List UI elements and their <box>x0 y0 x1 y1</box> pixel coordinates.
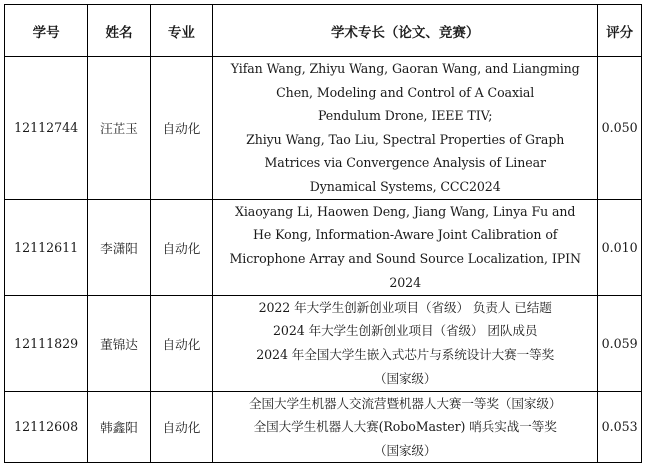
score-cell: 0.050 <box>598 57 642 200</box>
expertise-line: 2024 <box>389 274 422 290</box>
table-row <box>5 199 642 295</box>
expertise-line: Yifan Wang, Zhiyu Wang, Gaoran Wang, and Liangming <box>230 61 580 76</box>
header-student-id: 学号 <box>5 5 88 57</box>
table-row <box>5 391 642 463</box>
header-expertise: 学术专长（论文、竞赛） <box>213 5 598 57</box>
expertise-line: Dynamical Systems, CCC2024 <box>309 178 501 194</box>
expertise-line: Chen, Modeling and Control of A Coaxial <box>276 84 535 100</box>
expertise-cell <box>213 57 598 200</box>
student-name-cell: 汪芷玉 <box>88 57 150 200</box>
expertise-line: （国家级） <box>373 442 437 458</box>
score-cell: 0.059 <box>598 295 642 391</box>
expertise-line: 2024 年全国大学生嵌入式芯片与系统设计大赛一等奖 <box>256 347 555 363</box>
table-row <box>5 295 642 391</box>
major-cell: 自动化 <box>150 295 212 391</box>
student-id-cell: 12112608 <box>5 391 88 463</box>
student-expertise-table <box>4 4 642 463</box>
major-cell: 自动化 <box>150 199 212 295</box>
expertise-cell <box>213 391 598 463</box>
expertise-line: He Kong, Information-Aware Joint Calibration of <box>253 227 558 243</box>
expertise-line: （国家级） <box>373 370 437 386</box>
expertise-line: Matrices via Convergence Analysis of Linear <box>264 155 546 171</box>
major-cell: 自动化 <box>150 391 212 463</box>
score-table-wrapper <box>4 4 642 463</box>
expertise-line: 2022 年大学生创新创业项目（省级） 负责人 已结题 <box>258 299 552 315</box>
expertise-line: Pendulum Drone, IEEE TIV; <box>317 108 493 124</box>
student-name-cell: 韩鑫阳 <box>88 391 150 463</box>
header-row <box>5 5 642 57</box>
student-name-cell: 李潇阳 <box>88 199 150 295</box>
expertise-line: Xiaoyang Li, Haowen Deng, Jiang Wang, Linya Fu and <box>235 203 576 219</box>
score-cell: 0.053 <box>598 391 642 463</box>
header-major: 专业 <box>150 5 212 57</box>
table-row <box>5 57 642 200</box>
expertise-line: 全国大学生机器人大赛(RoboMaster) 哨兵实战一等奖 <box>253 419 557 435</box>
student-id-cell: 12112611 <box>5 199 88 295</box>
expertise-cell <box>213 199 598 295</box>
expertise-cell <box>213 295 598 391</box>
expertise-line: 全国大学生机器人交流营暨机器人大赛一等奖（国家级） <box>249 395 562 411</box>
student-id-cell: 12112744 <box>5 57 88 200</box>
student-id-cell: 12111829 <box>5 295 88 391</box>
score-cell: 0.010 <box>598 199 642 295</box>
student-name-cell: 董锦达 <box>88 295 150 391</box>
expertise-line: 2024 年大学生创新创业项目（省级） 团队成员 <box>273 323 538 339</box>
expertise-line: Zhiyu Wang, Tao Liu, Spectral Properties of Graph <box>246 131 565 147</box>
header-name: 姓名 <box>88 5 150 57</box>
expertise-line: Microphone Array and Sound Source Localization, IPIN <box>229 251 581 267</box>
header-score: 评分 <box>598 5 642 57</box>
major-cell: 自动化 <box>150 57 212 200</box>
